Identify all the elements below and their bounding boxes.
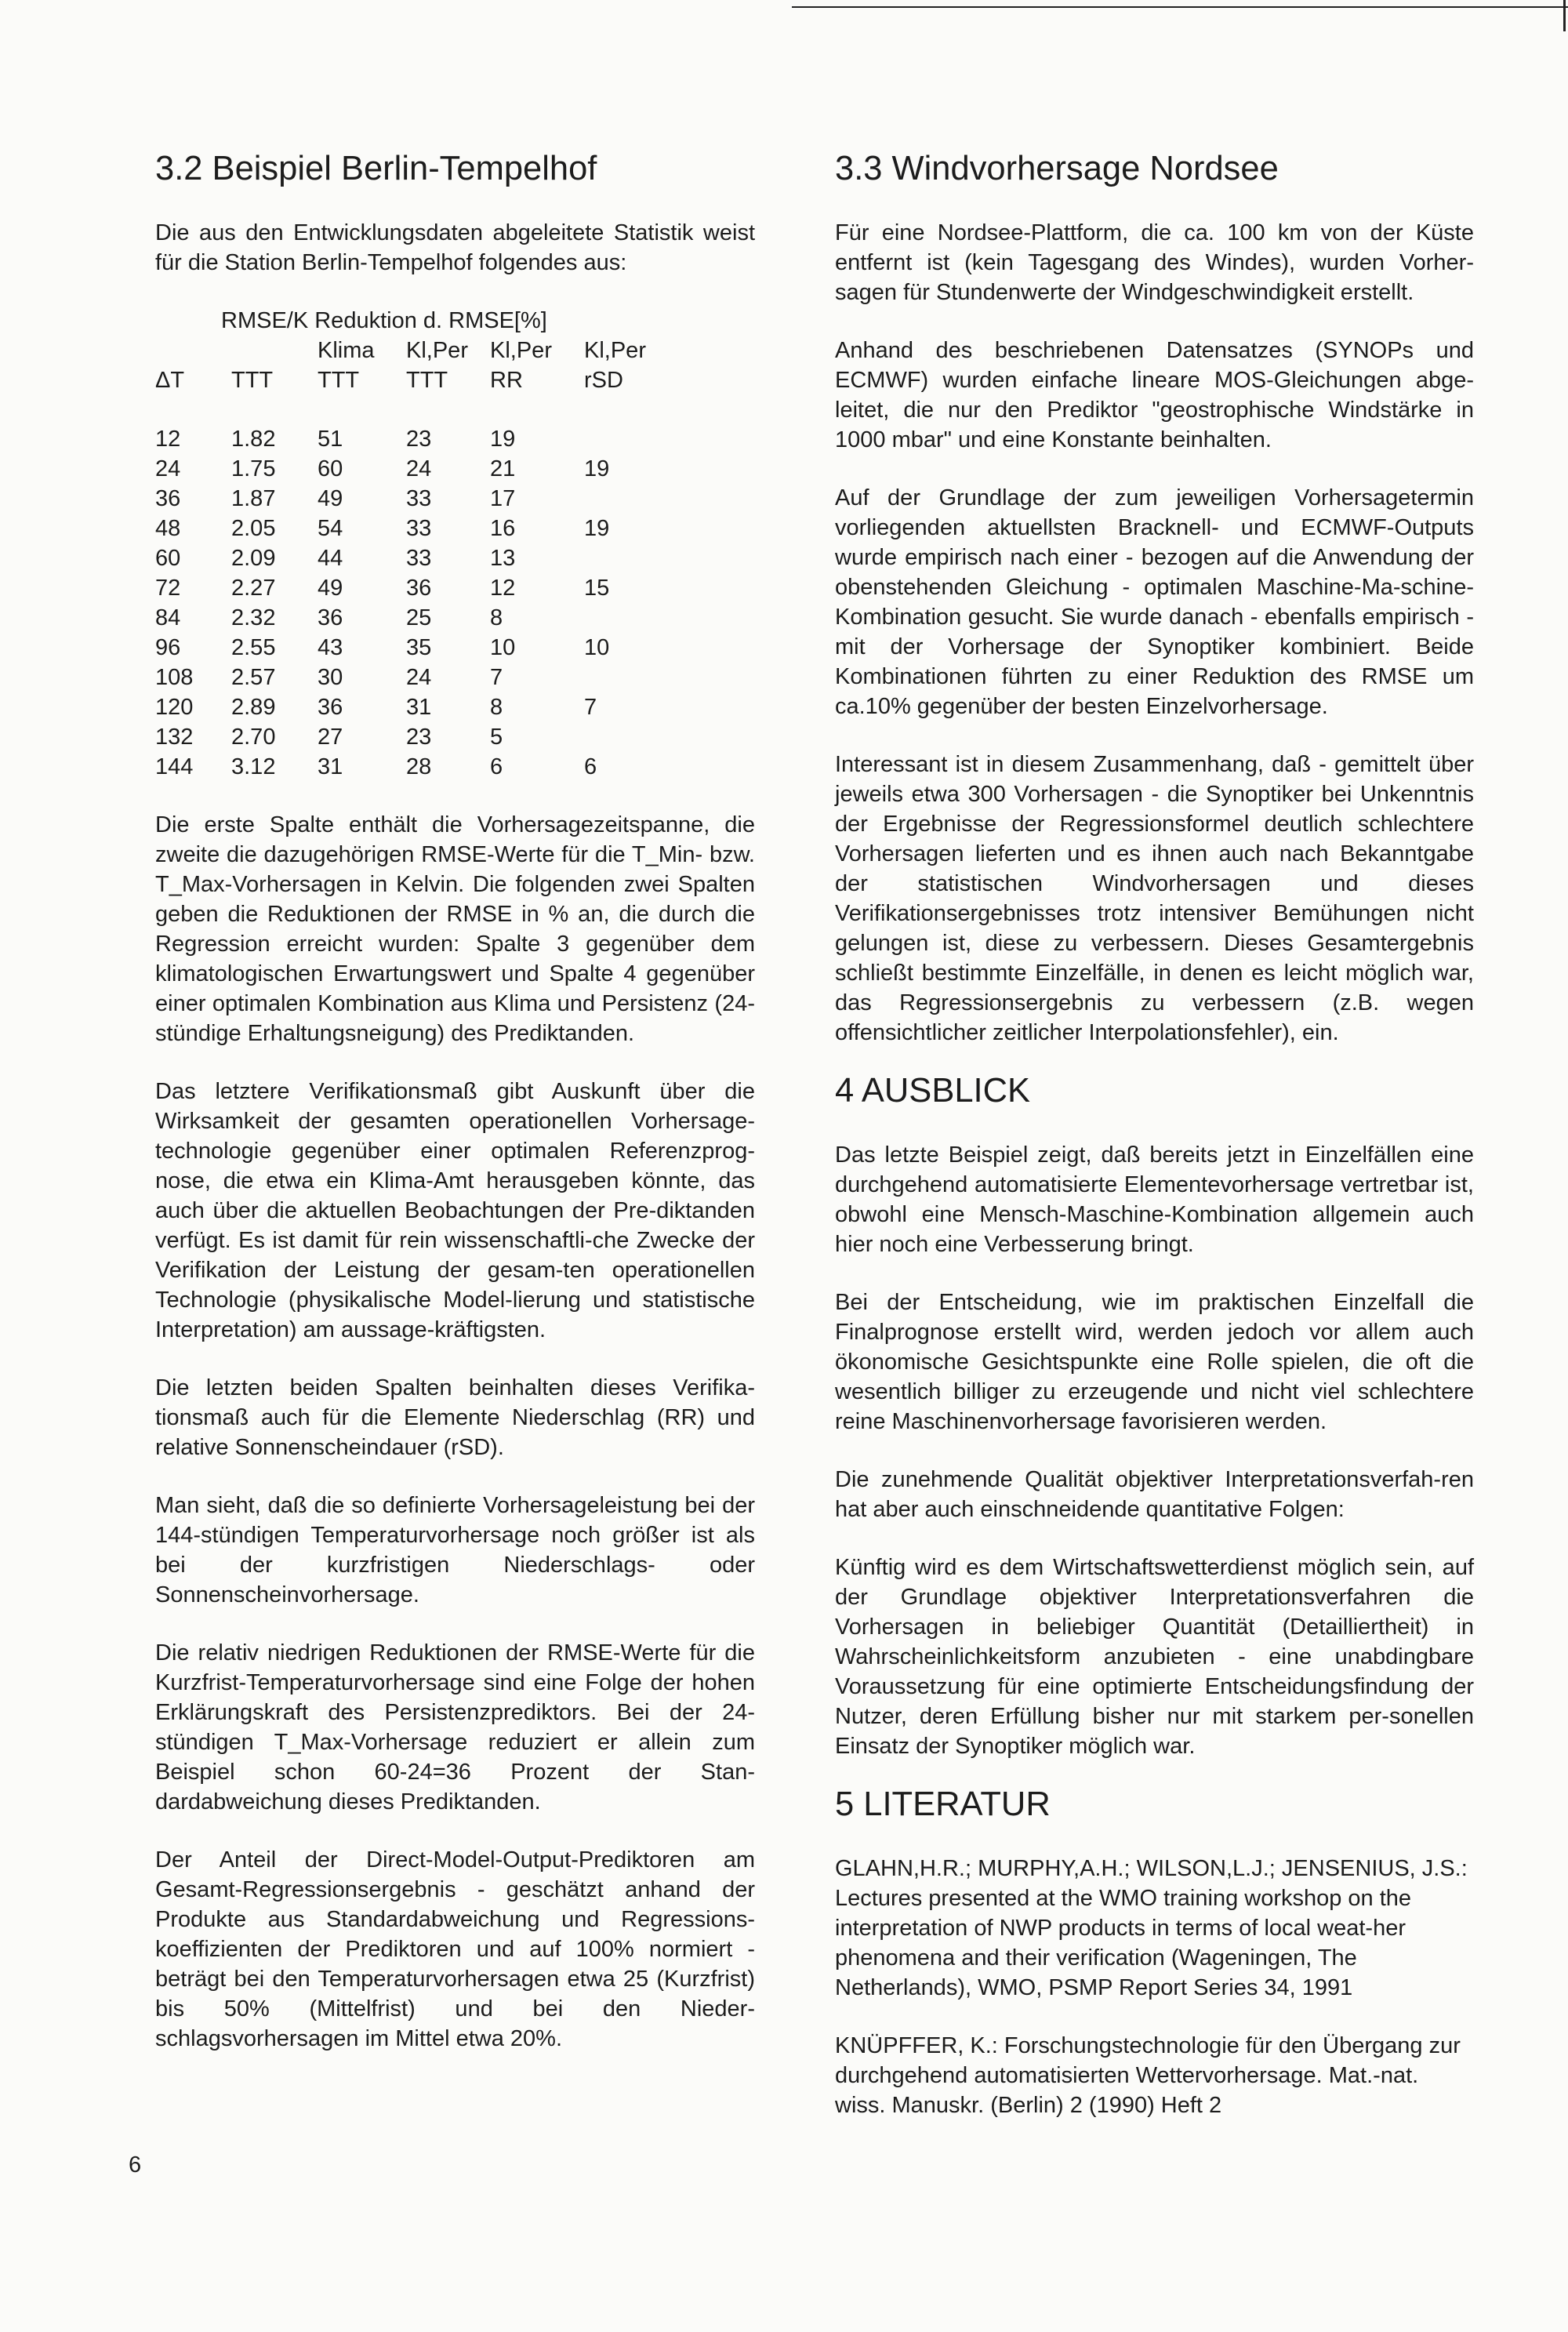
table-row (155, 752, 670, 782)
body-paragraph: Bei der Entscheidung, wie im praktischen Einzelfall die Finalprognose erstellt wird, werden jedoch vor allem auch ökonomische Gesichtspunkte eine Rolle spielen, die oft die wesentlich billiger zu erzeugende und nicht viel schlechtere reine Maschinenvorhersage favorisieren werden. (835, 1290, 1474, 1434)
section-heading-berlin-tempelhof: 3.2 Beispiel Berlin-Tempelhof (155, 150, 597, 187)
body-paragraph: Anhand des beschriebenen Datensatzes (SYNOPs und ECMWF) wurden einfache lineare MOS-Gleichungen abge-leitet, die nur den Prediktor "geostrophische Windstärke in 1000 mbar" und eine Konstante beinhalten. (835, 338, 1474, 452)
table-cell: 7 (490, 665, 503, 690)
table-cell: 6 (584, 754, 597, 779)
table-header-cell: RR (490, 368, 523, 393)
table-cell: 49 (318, 576, 343, 601)
body-paragraph: Auf der Grundlage der zum jeweiligen Vorhersagetermin vorliegenden aktuellsten Bracknell- und ECMWF-Outputs wurde empirisch nach einer - bezogen auf die Anwendung der obenstehenden Gleichung - optimalen Maschine-Ma-schine-Kombination gesucht. Sie wurde danach - ebenfalls empirisch - mit der Vorhersage der Synoptiker kombiniert. Beide Kombinationen führten zu einer Reduktion des RMSE um ca.10% gegenüber der besten Einzelvorhersage. (835, 485, 1474, 719)
table-cell: 33 (406, 516, 432, 541)
table-cell: 60 (318, 456, 343, 481)
section-heading-literatur: 5 LITERATUR (835, 1785, 1051, 1823)
table-header-cell: Kl,Per (490, 338, 552, 363)
table-row (155, 514, 670, 543)
table-row (155, 543, 670, 573)
table-cell: 25 (406, 605, 432, 630)
table-cell: 16 (490, 516, 516, 541)
table-spacer (155, 395, 670, 424)
reference-item: GLAHN,H.R.; MURPHY,A.H.; WILSON,L.J.; JENSENIUS, J.S.: Lectures presented at the WMO training workshop on the interpretation of NWP products in terms of local weat-her phenomena and their verification (Wageningen, The Netherlands), WMO, PSMP Report Series 34, 1991 (835, 1856, 1468, 2000)
section-heading-windvorhersage: 3.3 Windvorhersage Nordsee (835, 150, 1279, 187)
table-cell: 10 (584, 635, 610, 660)
table-cell: 51 (318, 427, 343, 452)
reference-list (835, 1854, 1474, 2120)
section-heading-ausblick: 4 AUSBLICK (835, 1072, 1031, 1110)
body-paragraph: Man sieht, daß die so definierte Vorhersageleistung bei der 144-stündigen Temperaturvorhersage noch größer ist als bei der kurzfristigen Niederschlags- oder Sonnenscheinvorhersage. (155, 1493, 755, 1607)
table-cell: 31 (318, 754, 343, 779)
table-cell: 108 (155, 665, 194, 690)
table-cell: 1.82 (231, 427, 276, 452)
table-cell (584, 603, 670, 633)
body-paragraph: Die erste Spalte enthält die Vorhersagezeitspanne, die zweite die dazugehörigen RMSE-Werte für die T_Min- bzw. T_Max-Vorhersagen in Kelvin. Die folgenden zwei Spalten geben die Reduktionen der RMSE in % an, die durch die Regression erreicht wurden: Spalte 3 gegenüber dem klimatologischen Erwartungswert und Spalte 4 gegenüber einer optimalen Kombination aus Klima und Persistenz (24-stündige Erhaltungsneigung) des Prediktanden. (155, 812, 755, 1046)
statistics-table (155, 336, 670, 782)
table-cell: 120 (155, 695, 194, 720)
body-paragraph: Das letztere Verifikationsmaß gibt Auskunft über die Wirksamkeit der gesamten operationellen Vorhersage-technologie gegenüber einer optimalen Referenzprog-nose, die etwa ein Klima-Amt herausgeben könnte, das auch über die aktuellen Beobachtungen der Pre-diktanden verfügt. Es ist damit für rein wissenschaftli-che Zwecke der Verifikation der Leistung der gesam-ten operationellen Technologie (physikalische Model-lierung und statistische Interpretation) am aussage-kräftigsten. (155, 1079, 755, 1342)
table-header-cell (155, 336, 231, 365)
table-header-cell: TTT (231, 368, 274, 393)
table-cell: 15 (584, 576, 610, 601)
table-cell: 54 (318, 516, 343, 541)
page-number: 6 (129, 2152, 142, 2178)
table-header-cell: Kl,Per (406, 338, 468, 363)
body-paragraph: Der Anteil der Direct-Model-Output-Prediktoren am Gesamt-Regressionsergebnis - geschätzt anhand der Produkte aus Standardabweichung und Regressions-koeffizienten der Prediktoren und auf 100% normiert - beträgt bei den Temperaturvorhersagen etwa 25 (Kurzfrist) bis 50% (Mittelfrist) und bei den Nieder-schlagsvorhersagen im Mittel etwa 20%. (155, 1847, 755, 2051)
table-cell: 27 (318, 725, 343, 750)
table-cell: 2.89 (231, 695, 276, 720)
body-paragraph: Die letzten beiden Spalten beinhalten dieses Verifika-tionsmaß auch für die Elemente Niederschlag (RR) und relative Sonnenscheindauer (rSD). (155, 1375, 755, 1460)
body-paragraph: Die relativ niedrigen Reduktionen der RMSE-Werte für die Kurzfrist-Temperaturvorhersage sind eine Folge der hohen Erklärungskraft des Persistenzprediktors. Bei der 24-stündigen T_Max-Vorhersage reduziert er allein zum Beispiel schon 60-24=36 Prozent der Stan-dardabweichung dieses Prediktanden. (155, 1640, 755, 1814)
table-cell: 2.70 (231, 725, 276, 750)
table-row (155, 424, 670, 454)
body-paragraph: Die zunehmende Qualität objektiver Interpretationsverfah-ren hat aber auch einschneidende quantitative Folgen: (835, 1467, 1474, 1522)
intro-paragraph: Die aus den Entwicklungsdaten abgeleitete Statistik weist für die Station Berlin-Tempelhof folgendes aus: (155, 220, 755, 275)
table-row (155, 633, 670, 663)
table-header-cell: Klima (318, 338, 375, 363)
body-paragraph: Interessant ist in diesem Zusammenhang, daß - gemittelt über jeweils etwa 300 Vorhersagen - die Synoptiker bei Unkenntnis der Ergebnisse der Regressionsformel deutlich schlechtere Vorhersagen lieferten und es ihnen auch nach Bekanntgabe der statistischen Windvorhersagen und dieses Verifikationsergebnisses trotz intensiver Bemühungen nicht gelungen ist, diese zu verbessern. Dieses Gesamtergebnis schließt bestimmte Einzelfälle, in denen es leicht möglich war, das Regressionsergebnis zu verbessern (z.B. wegen offensichtlicher zeitlicher Interpolationsfehler), ein. (835, 752, 1474, 1045)
table-row (155, 603, 670, 633)
table-header-cell: ΔT (155, 368, 185, 393)
table-header-cell: Kl,Per (584, 338, 646, 363)
right-column (835, 150, 1474, 2149)
table-cell (584, 424, 670, 454)
table-cell: 35 (406, 635, 432, 660)
reference-item: KNÜPFFER, K.: Forschungstechnologie für den Übergang zur durchgehend automatisierten Wettervorhersage. Mat.-nat. wiss. Manuskr. (Berlin) 2 (1990) Heft 2 (835, 2033, 1461, 2118)
table-cell: 44 (318, 546, 343, 571)
table-cell: 1.87 (231, 486, 276, 511)
table-cell: 43 (318, 635, 343, 660)
left-column (155, 150, 755, 2082)
table-cell: 36 (406, 576, 432, 601)
table-cell: 2.09 (231, 546, 276, 571)
table-cell: 19 (584, 456, 610, 481)
table-cell: 33 (406, 546, 432, 571)
table-row (155, 692, 670, 722)
edge-mark (1563, 0, 1566, 31)
table-cell: 60 (155, 546, 181, 571)
table-cell: 21 (490, 456, 516, 481)
table-row (155, 484, 670, 514)
table-cell: 31 (406, 695, 432, 720)
table-cell: 19 (490, 427, 516, 452)
table-cell: 49 (318, 486, 343, 511)
table-header-cell (231, 336, 318, 365)
table-row (155, 573, 670, 603)
table-cell: 7 (584, 695, 597, 720)
table-row (155, 722, 670, 752)
table-cell: 8 (490, 695, 503, 720)
table-cell: 17 (490, 486, 516, 511)
table-cell: 2.05 (231, 516, 276, 541)
table-cell: 8 (490, 605, 503, 630)
table-cell (584, 484, 670, 514)
top-rule (792, 6, 1568, 8)
table-cell: 132 (155, 725, 194, 750)
table-cell: 2.55 (231, 635, 276, 660)
table-cell: 1.75 (231, 456, 276, 481)
table-cell: 23 (406, 725, 432, 750)
table-cell: 19 (584, 516, 610, 541)
table-cell: 48 (155, 516, 181, 541)
body-paragraph: Das letzte Beispiel zeigt, daß bereits jetzt in Einzelfällen eine durchgehend automatisierte Elementevorhersage vertretbar ist, obwohl eine Mensch-Maschine-Kombination allgemein auch hier noch eine Verbesserung bringt. (835, 1142, 1474, 1257)
table-cell (584, 543, 670, 573)
table-header-cell: rSD (584, 368, 623, 393)
table-caption: RMSE/K Reduktion d. RMSE[%] (221, 308, 547, 333)
table-cell: 6 (490, 754, 503, 779)
table-cell: 144 (155, 754, 194, 779)
table-cell: 24 (406, 456, 432, 481)
table-cell: 36 (318, 605, 343, 630)
table-cell: 72 (155, 576, 181, 601)
table-row (155, 663, 670, 692)
table-cell: 12 (490, 576, 516, 601)
table-cell: 24 (155, 456, 181, 481)
table-row (155, 454, 670, 484)
table-cell: 96 (155, 635, 181, 660)
table-header-row (155, 336, 670, 365)
table-cell: 36 (155, 486, 181, 511)
table-cell: 10 (490, 635, 516, 660)
table-cell: 2.32 (231, 605, 276, 630)
body-paragraph: Für eine Nordsee-Plattform, die ca. 100 km von der Küste entfernt ist (kein Tagesgang des Windes), wurden Vorher-sagen für Stundenwerte der Windgeschwindigkeit erstellt. (835, 220, 1474, 305)
table-cell: 3.12 (231, 754, 276, 779)
table-cell: 30 (318, 665, 343, 690)
table-cell (584, 663, 670, 692)
table-cell: 33 (406, 486, 432, 511)
table-cell: 23 (406, 427, 432, 452)
table-header-cell: TTT (318, 368, 360, 393)
table-cell: 24 (406, 665, 432, 690)
table-cell: 36 (318, 695, 343, 720)
table-cell (584, 722, 670, 752)
table-cell: 13 (490, 546, 516, 571)
table-cell: 28 (406, 754, 432, 779)
body-paragraph: Künftig wird es dem Wirtschaftswetterdienst möglich sein, auf der Grundlage objektiver Interpretationsverfahren die Vorhersagen in beliebiger Quantität (Detailliertheit) in Wahrscheinlichkeitsform anzubieten - eine unabdingbare Voraussetzung für eine optimierte Entscheidungsfindung der Nutzer, deren Erfüllung bisher nur mit starkem per-sonellen Einsatz der Synoptiker möglich war. (835, 1555, 1474, 1759)
table-cell: 12 (155, 427, 181, 452)
table-header-cell: TTT (406, 368, 448, 393)
table-cell: 84 (155, 605, 181, 630)
table-header-row (155, 365, 670, 395)
table-cell: 2.27 (231, 576, 276, 601)
table-cell: 2.57 (231, 665, 276, 690)
table-cell: 5 (490, 725, 503, 750)
